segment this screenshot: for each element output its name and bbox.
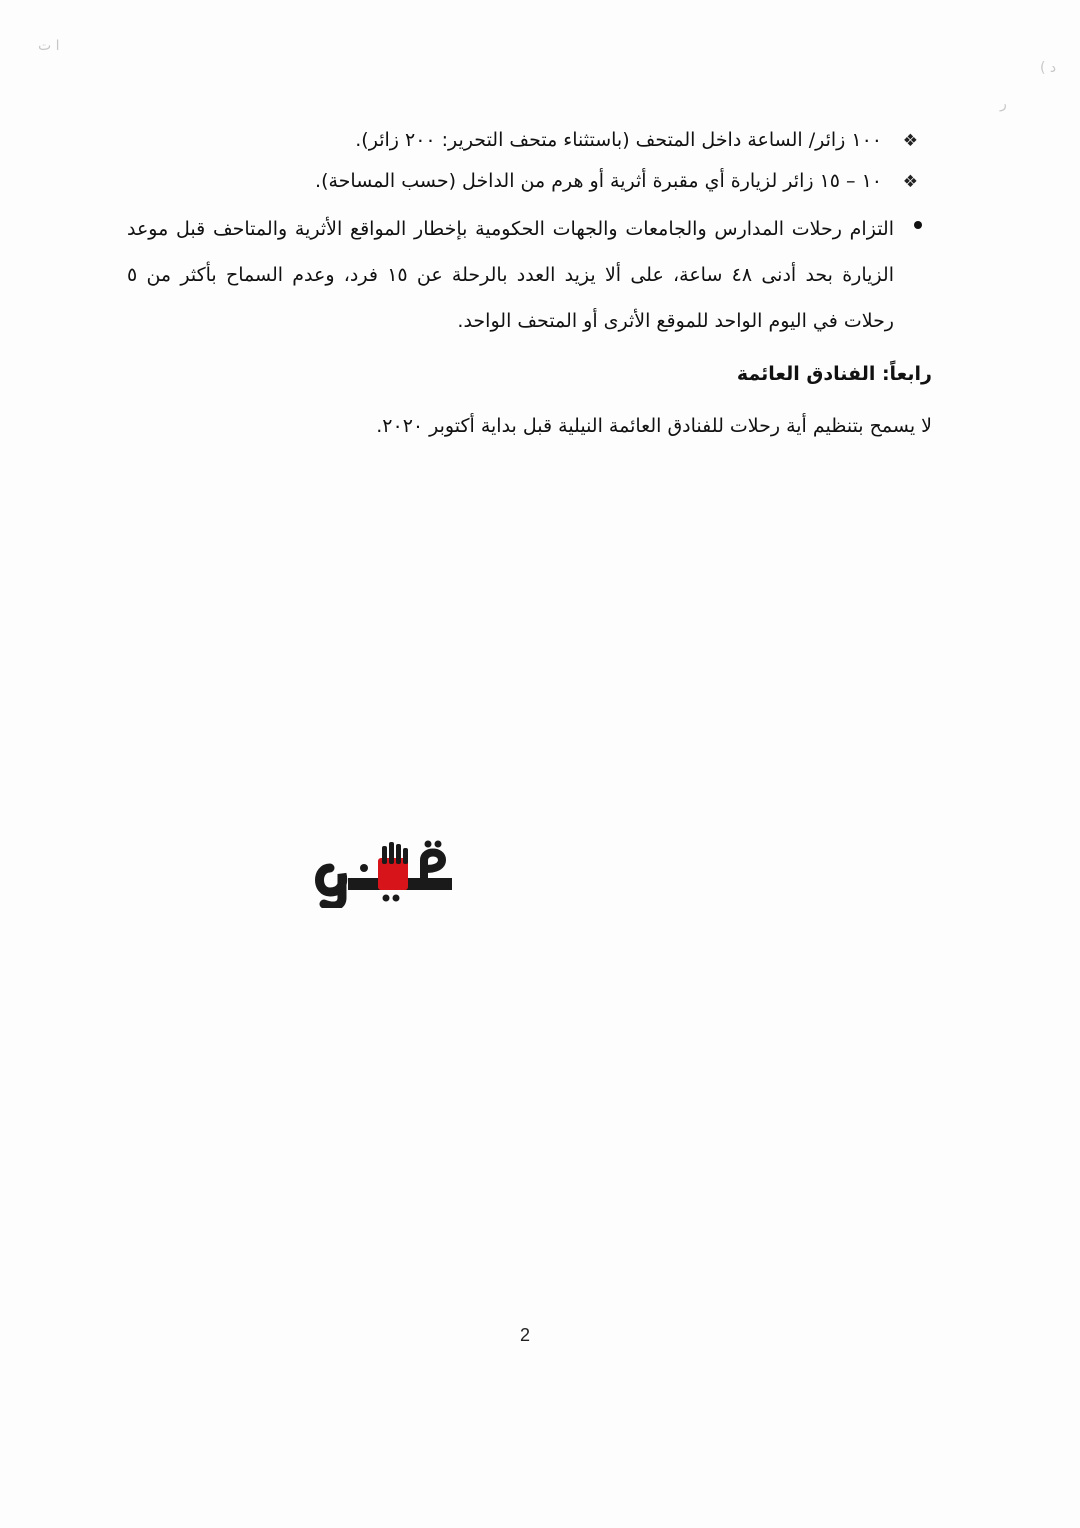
scan-artifact: ﺍ ﺕ <box>38 38 60 54</box>
section-heading: رابعاً: الفنادق العائمة <box>736 363 932 385</box>
page-number: 2 <box>519 1325 530 1345</box>
bullet-item-text: التزام رحلات المدارس والجامعات والجهات الحكومية بإخطار المواقع الأثرية والمتاحف قبل موعد الزيارة بحد أدنى ٤٨ ساعة، على ألا يزيد العدد بالرحلة عن ١٥ فرد، وعدم السماح بأكثر من ٥ رحلات في اليوم الواحد للموقع الأثرى أو المتحف الواحد. <box>127 218 894 332</box>
scan-artifact: ﺭ <box>1000 96 1007 112</box>
list-item-text: ١٠ – ١٥ زائر لزيارة أي مقبرة أثرية أو هرم من الداخل (حسب المساحة). <box>315 170 882 192</box>
diamond-bullet-icon: ❖ <box>902 131 918 151</box>
document-body <box>127 120 932 446</box>
vito-logo-watermark <box>312 838 458 908</box>
list-item-text: ١٠٠ زائر/ الساعة داخل المتحف (باستثناء متحف التحرير: ٢٠٠ زائر). <box>355 129 882 151</box>
bullet-item <box>127 206 932 344</box>
list-item <box>127 120 932 161</box>
section-paragraph: لا يسمح بتنظيم أية رحلات للفنادق العائمة النيلية قبل بداية أكتوبر ٢٠٢٠. <box>376 415 932 437</box>
round-bullet-icon <box>914 221 922 229</box>
list-item <box>127 161 932 202</box>
scan-artifact: ( ﺩ <box>1040 60 1057 76</box>
diamond-bullet-icon: ❖ <box>902 172 918 192</box>
